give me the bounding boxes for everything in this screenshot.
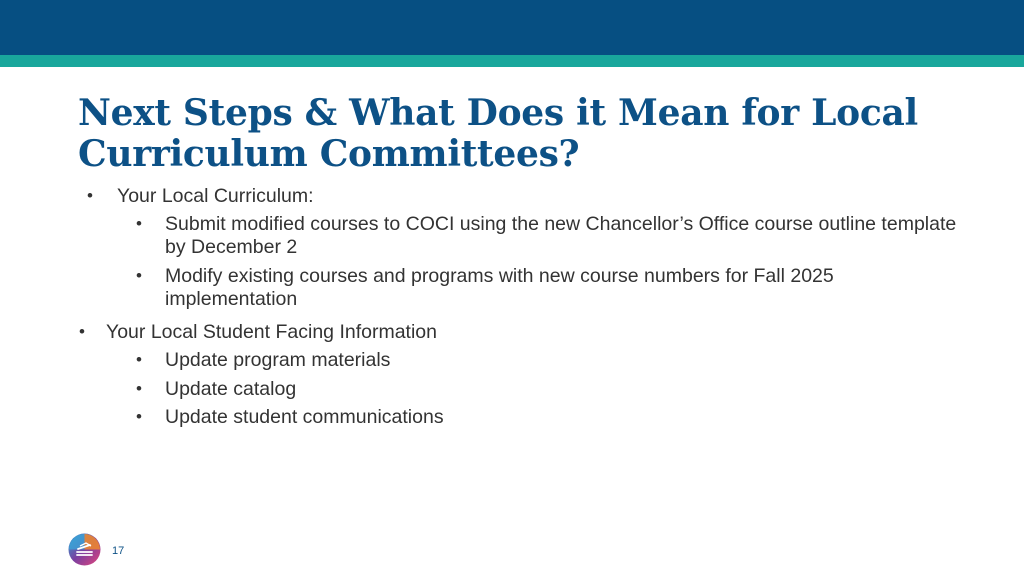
bullet-dot: • <box>136 379 142 398</box>
accent-band <box>0 55 1024 67</box>
sub-bullet-modify-courses <box>136 265 965 311</box>
bullet-dot: • <box>136 266 142 285</box>
college-logo-icon <box>68 533 101 566</box>
bullet-dot: • <box>87 186 93 205</box>
bullet-text: Submit modified courses to COCI using the new Chancellor’s Office course outline template by December 2 <box>165 213 957 258</box>
bullet-student-facing-info <box>79 321 437 344</box>
slide-title-line-1: Next Steps & What Does it Mean for Local <box>78 92 918 134</box>
sub-bullet-student-communications <box>136 406 965 429</box>
sub-bullet-program-materials <box>136 349 965 372</box>
bullet-dot: • <box>136 350 142 369</box>
header-band <box>0 0 1024 55</box>
bullet-text: Your Local Curriculum: <box>117 185 314 207</box>
bullet-dot: • <box>136 407 142 426</box>
slide-title <box>78 93 978 175</box>
sub-bullet-catalog <box>136 378 965 401</box>
bullet-local-curriculum <box>87 185 314 208</box>
slide-title-line-2: Curriculum Committees? <box>78 133 580 175</box>
page-number: 17 <box>112 545 125 557</box>
bullet-text: Update catalog <box>165 378 297 400</box>
bullet-dot: • <box>136 214 142 233</box>
sub-bullet-submit-courses <box>136 213 965 259</box>
bullet-text: Update program materials <box>165 349 391 371</box>
bullet-dot: • <box>79 322 85 341</box>
bullet-text: Your Local Student Facing Information <box>106 321 437 343</box>
bullet-text: Modify existing courses and programs with new course numbers for Fall 2025 implementation <box>165 265 834 310</box>
bullet-text: Update student communications <box>165 406 444 428</box>
